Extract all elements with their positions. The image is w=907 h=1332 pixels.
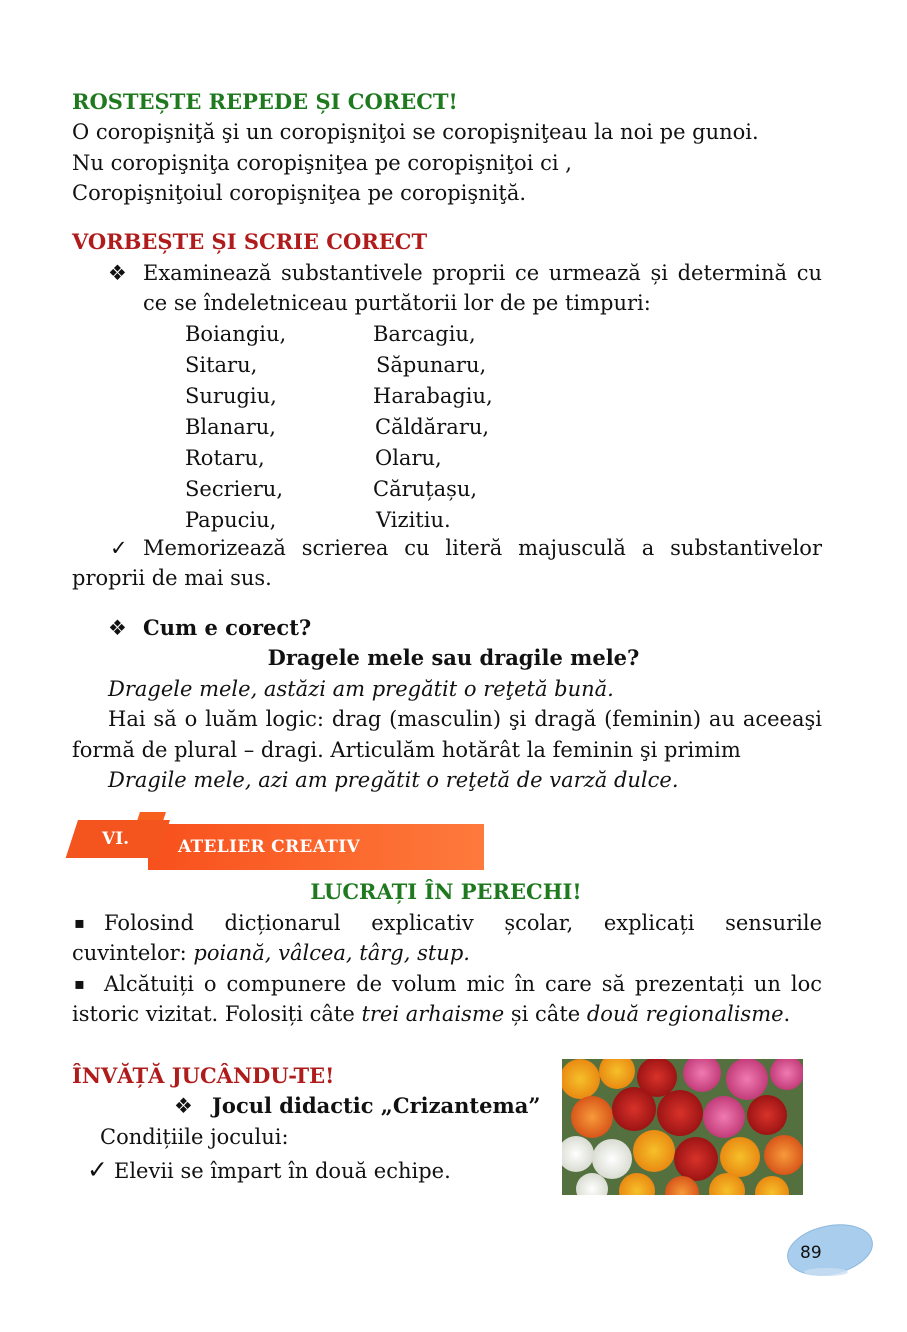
section-title-learn-playing: ÎNVĂȚĂ JUCÂNDU-TE! — [72, 1063, 335, 1088]
surname: Căldăraru, — [375, 415, 490, 439]
surname: Surugiu, — [185, 384, 277, 408]
surname: Vizitiu. — [376, 508, 451, 532]
flower-illustration — [562, 1059, 803, 1195]
section-title-speak-write: VORBEȘTE ȘI SCRIE CORECT — [72, 229, 428, 254]
example-sentence: Dragile mele, azi am pregătit o reţetă de varză dulce. — [108, 768, 679, 792]
game-conditions-label: Condițiile jocului: — [100, 1125, 289, 1149]
square-bullet-icon: ▪ — [74, 974, 85, 993]
surname-list — [185, 319, 493, 536]
task-emphasis: trei arhaisme — [361, 1002, 505, 1026]
surname: Papuciu, — [185, 508, 277, 532]
surname-row — [185, 474, 478, 505]
example-sentence: Dragele mele, astăzi am pregătit o reţetă bună. — [108, 677, 614, 701]
section-title-pair-work: LUCRAȚI ÎN PERECHI! — [310, 879, 582, 904]
surname-row — [185, 319, 476, 350]
section-title-tongue-twister: ROSTEȘTE REPEDE ȘI CORECT! — [72, 89, 458, 114]
surname: Olaru, — [375, 446, 442, 470]
surname: Barcagiu, — [373, 322, 476, 346]
checkmark-icon: ✓ — [110, 536, 128, 560]
task-line — [72, 938, 470, 968]
chrysanthemum-photo — [562, 1059, 803, 1195]
surname: Căruțașu, — [373, 477, 478, 501]
task-text: . — [783, 1002, 791, 1026]
question-subtitle: Dragele mele sau dragile mele? — [267, 645, 640, 670]
surname-row — [185, 350, 487, 381]
task-line — [72, 999, 790, 1029]
task-line: Folosind dicționarul explicativ școlar, explicați sensurile — [104, 911, 822, 935]
surname: Boiangiu, — [185, 322, 287, 346]
surname-row — [185, 412, 490, 443]
memo-line: proprii de mai sus. — [72, 566, 272, 590]
task-text: și câte — [504, 1002, 587, 1026]
game-title: Jocul didactic „Crizantema” — [212, 1093, 541, 1118]
surname-row — [185, 443, 442, 474]
surname: Sitaru, — [185, 353, 258, 377]
surname: Harabagiu, — [373, 384, 493, 408]
surname: Secrieru, — [185, 477, 283, 501]
explanation-line: formă de plural – dragi. Articulăm hotărât la feminin şi primim — [72, 738, 741, 762]
page-number-bubble — [780, 1224, 875, 1282]
tongue-twister-line: Coropişniţoiul coropişniţea pe coropişniţă. — [72, 181, 527, 205]
diamond-bullet-icon: ❖ — [108, 261, 127, 285]
surname: Săpunaru, — [376, 353, 487, 377]
instruction-line: ce se îndeletniceau purtătorii lor de pe timpuri: — [143, 291, 651, 315]
page-number: 89 — [800, 1243, 822, 1263]
task-text: cuvintelor: — [72, 941, 194, 965]
tongue-twister-line: Nu coropişniţa coropişniţea pe coropişniţoi ci , — [72, 151, 572, 175]
task-line: Alcătuiți o compunere de volum mic în care să prezentați un loc — [104, 972, 822, 996]
checkmark-icon: ✓ — [87, 1155, 108, 1184]
tongue-twister-line: O coropişniţă şi un coropişniţoi se coropişniţeau la noi pe gunoi. — [72, 120, 759, 144]
surname-row — [185, 381, 493, 412]
task-emphasis: două regionalisme — [586, 1002, 784, 1026]
diamond-bullet-icon: ❖ — [174, 1094, 193, 1118]
surname: Rotaru, — [185, 446, 265, 470]
task-text: istoric vizitat. Folosiți câte — [72, 1002, 362, 1026]
surname: Blanaru, — [185, 415, 276, 439]
explanation-line: Hai să o luăm logic: drag (masculin) şi dragă (feminin) au aceeaşi — [108, 707, 822, 731]
section-banner — [78, 812, 484, 870]
banner-number: VI. — [102, 829, 130, 849]
banner-title: ATELIER CREATIV — [178, 837, 360, 857]
surname-row — [185, 505, 451, 536]
square-bullet-icon: ▪ — [74, 913, 85, 932]
instruction-line: Examinează substantivele proprii ce urmează și determină cu — [143, 261, 822, 285]
question-heading: Cum e corect? — [143, 615, 312, 640]
task-words: poiană, vâlcea, târg, stup. — [193, 941, 470, 965]
diamond-bullet-icon: ❖ — [108, 616, 127, 640]
memo-line: Memorizează scrierea cu literă majusculă a substantivelor — [143, 536, 822, 560]
game-rule: Elevii se împart în două echipe. — [114, 1159, 451, 1183]
